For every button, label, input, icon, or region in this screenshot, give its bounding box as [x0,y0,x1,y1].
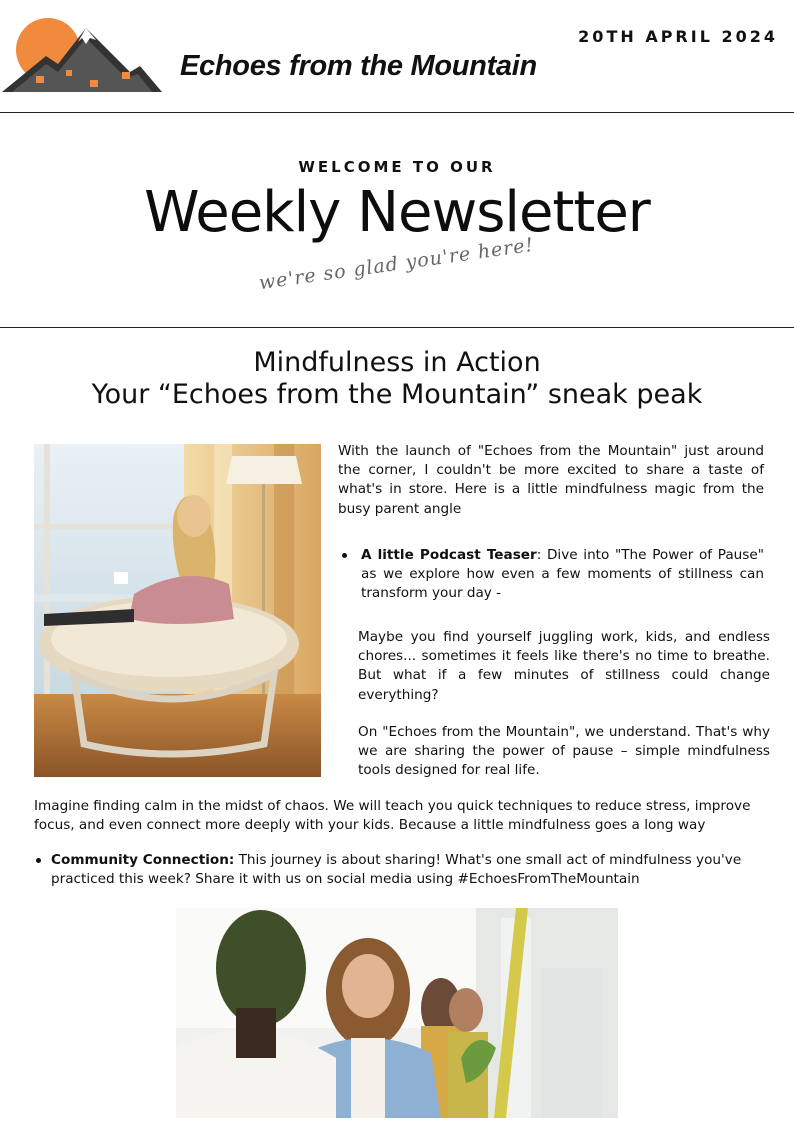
imagine-paragraph: Imagine finding calm in the midst of chaos. We will teach you quick techniques to reduce stress, improve focus, and even connect more deeply with your kids. Because a little mindfulness goes a long way [34,798,751,834]
community-connection-item [51,851,771,889]
welcome-kicker: WELCOME TO OUR [298,158,496,176]
bullet-dot [342,553,347,558]
article-title-line1: Mindfulness in Action [253,347,541,378]
header-divider [0,112,794,113]
we-understand-paragraph: On "Echoes from the Mountain", we understand. That's why we are sharing the power of pause – simple mindfulness tools designed for real life. [358,724,770,779]
podcast-teaser-label: A little Podcast Teaser [361,547,537,563]
community-connection-text: This journey is about sharing! What's one small act of mindfulness you've practiced this week? Share it with us on social media using #EchoesFromTheMountain [51,852,742,888]
intro-paragraph: With the launch of "Echoes from the Mountain" just around the corner, I couldn't be more excited to share a taste of what's in store. Here is a little mindfulness magic from the busy parent angle [338,443,764,517]
community-connection-label: Community Connection: [51,852,235,868]
juggling-paragraph: Maybe you find yourself juggling work, kids, and endless chores... sometimes it feels like there's no time to breathe. But what if a few minutes of stillness could change everything? [358,629,770,703]
article-title-line2: Your “Echoes from the Mountain” sneak peak [91,379,703,410]
podcast-teaser-text: : Dive into "The Power of Pause" as we explore how even a few moments of stillness can transform your day - [361,547,764,602]
brand-name: Echoes from the Mountain [180,50,537,82]
podcast-teaser-item [361,546,764,604]
handwritten-tagline: we're so glad you're here! [257,233,536,295]
hero-divider [0,327,794,328]
newsletter-headline: Weekly Newsletter [144,180,650,245]
mountain-sun-logo [2,16,162,96]
woman-in-chair-photo [34,444,321,777]
article-title [0,347,794,411]
issue-date: 20TH APRIL 2024 [578,27,778,46]
bullet-dot [36,858,41,863]
office-women-photo [176,908,618,1118]
